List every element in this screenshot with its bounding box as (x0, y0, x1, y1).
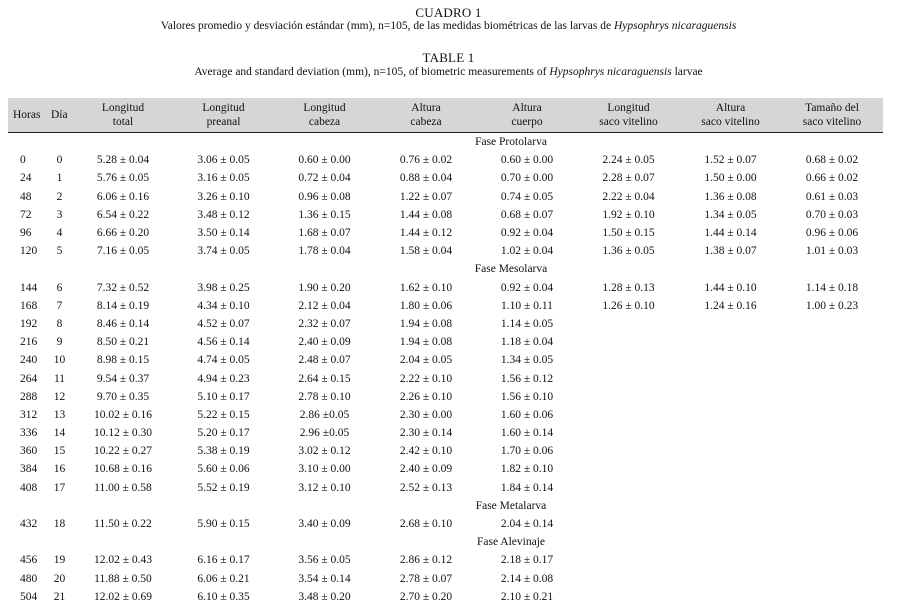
table-cell: 4 (56, 227, 63, 240)
table-cell (781, 551, 883, 569)
phase-label: Fase Protolarva (475, 136, 547, 149)
table-cell: 5.76 ± 0.05 (96, 172, 150, 185)
table-cell: 2.22 ± 0.10 (399, 372, 453, 385)
table-cell: 10.02 ± 0.16 (93, 408, 153, 421)
table-cell: 3.48 ± 0.12 (197, 208, 250, 221)
table-cell: 432 (20, 518, 38, 531)
table-cell (680, 315, 781, 333)
table-cell: 360 (20, 445, 38, 458)
table-cell: 3 (56, 208, 63, 221)
table-cell: 1.36 ± 0.05 (602, 245, 655, 258)
table-cell (781, 460, 883, 478)
table-cell: 4.56 ± 0.14 (197, 336, 250, 349)
table-cell (781, 515, 883, 533)
table-cell: 0.68 ± 0.07 (500, 208, 554, 221)
table-cell (680, 460, 781, 478)
header-altura-saco-vitelino: Altura saco vitelino (680, 98, 781, 133)
table-cell (577, 588, 680, 606)
table-cell (781, 442, 883, 460)
table-cell: 5.90 ± 0.15 (197, 518, 250, 531)
table-cell: 2.40 ± 0.09 (399, 463, 453, 476)
table-cell: 2.48 ± 0.07 (298, 354, 351, 367)
table-row (8, 424, 883, 442)
table-row (8, 279, 883, 297)
table-row (8, 206, 883, 224)
table-cell: 1.00 ± 0.23 (805, 299, 859, 312)
caption-en-species: Hypsophrys nicaraguensis (549, 66, 672, 78)
table-cell: 1.36 ± 0.08 (704, 190, 757, 203)
table-cell: 2.86 ± 0.12 (399, 554, 453, 567)
table-cell: 1.50 ± 0.15 (602, 227, 655, 240)
table-cell: 11 (53, 372, 66, 385)
table-cell: 2.52 ± 0.13 (399, 481, 453, 494)
table-cell: 9.54 ± 0.37 (96, 372, 150, 385)
table-cell: 384 (20, 463, 38, 476)
table-cell: 2.70 ± 0.20 (399, 590, 453, 603)
table-cell (680, 551, 781, 569)
table-cell: 0.92 ± 0.04 (500, 281, 554, 294)
table-cell: 1.52 ± 0.07 (704, 154, 757, 167)
table-cell: 1 (56, 172, 63, 185)
table-cell: 3.56 ± 0.05 (298, 554, 351, 567)
table-cell: 0.60 ± 0.00 (298, 154, 351, 167)
header-altura-cuerpo: Altura cuerpo (477, 98, 577, 133)
table-cell: 1.50 ± 0.00 (704, 172, 757, 185)
table-cell: 1.36 ± 0.15 (298, 208, 351, 221)
table-cell (781, 406, 883, 424)
table-cell: 6.10 ± 0.35 (197, 590, 250, 603)
table-cell (680, 333, 781, 351)
table-cell: 19 (53, 554, 66, 567)
table-cell: 2.86 ±0.05 (299, 408, 350, 421)
table-cell: 14 (53, 427, 66, 440)
table-cell: 4.74 ± 0.05 (197, 354, 250, 367)
table-cell: 1.58 ± 0.04 (399, 245, 453, 258)
table-cell: 0.66 ± 0.02 (805, 172, 859, 185)
table-cell: 3.50 ± 0.14 (197, 227, 250, 240)
table-cell: 2.12 ± 0.04 (298, 299, 351, 312)
biometric-table (8, 98, 883, 606)
table-cell (577, 515, 680, 533)
table-cell: 2.32 ± 0.07 (298, 317, 351, 330)
table-cell: 1.34 ± 0.05 (500, 354, 554, 367)
table-cell: 3.02 ± 0.12 (298, 445, 351, 458)
table-cell: 0.72 ± 0.04 (298, 172, 351, 185)
table-cell: 1.14 ± 0.05 (500, 317, 554, 330)
table-cell (781, 588, 883, 606)
table-cell: 7.16 ± 0.05 (96, 245, 150, 258)
table-cell: 1.14 ± 0.18 (805, 281, 859, 294)
table-cell: 2 (56, 190, 63, 203)
header-dia: Día (46, 98, 73, 133)
table-cell: 7.32 ± 0.52 (96, 281, 150, 294)
table-cell: 1.26 ± 0.10 (602, 299, 655, 312)
table-cell: 216 (20, 336, 38, 349)
table-row (8, 315, 883, 333)
table-cell: 6.06 ± 0.16 (96, 190, 150, 203)
table-cell: 1.44 ± 0.08 (399, 208, 453, 221)
table-cell: 504 (20, 590, 38, 603)
table-cell: 7 (56, 299, 63, 312)
table-cell (680, 406, 781, 424)
table-cell (577, 424, 680, 442)
table-cell: 2.78 ± 0.10 (298, 390, 351, 403)
table-cell: 1.02 ± 0.04 (500, 245, 554, 258)
table-cell: 1.92 ± 0.10 (602, 208, 655, 221)
table-cell: 120 (20, 245, 38, 258)
table-cell: 5.10 ± 0.17 (197, 390, 250, 403)
table-cell: 5.52 ± 0.19 (197, 481, 250, 494)
table-cell (577, 442, 680, 460)
table-cell: 3.16 ± 0.05 (197, 172, 250, 185)
table-cell: 1.38 ± 0.07 (704, 245, 757, 258)
table-cell: 9.70 ± 0.35 (96, 390, 150, 403)
table-cell: 6.54 ± 0.22 (96, 208, 150, 221)
table-label-en: TABLE 1 (422, 50, 475, 65)
table-cell: 1.94 ± 0.08 (399, 336, 453, 349)
table-cell: 312 (20, 408, 38, 421)
table-row (8, 224, 883, 242)
table-cell: 2.04 ± 0.05 (399, 354, 453, 367)
table-cell: 0.88 ± 0.04 (399, 172, 453, 185)
table-caption-es (0, 20, 897, 32)
table-cell (577, 333, 680, 351)
table-cell (680, 351, 781, 369)
table-cell: 240 (20, 354, 38, 367)
caption-es-text: Valores promedio y desviación estándar (mm), n=105, de las medidas biométricas de las larvas de (160, 20, 614, 32)
table-cell: 456 (20, 554, 38, 567)
table-cell: 3.74 ± 0.05 (197, 245, 250, 258)
table-row (8, 242, 883, 260)
table-cell: 2.18 ± 0.17 (500, 554, 554, 567)
caption-en-tail: larvae (671, 66, 703, 78)
table-row (8, 388, 883, 406)
phase-row (8, 497, 883, 515)
table-cell: 3.26 ± 0.10 (197, 190, 250, 203)
phase-label: Fase Alevinaje (476, 536, 546, 549)
table-cell: 1.24 ± 0.16 (704, 299, 757, 312)
phase-row (8, 533, 883, 551)
table-cell (577, 351, 680, 369)
table-cell: 6 (56, 281, 63, 294)
header-altura-cabeza: Altura cabeza (375, 98, 477, 133)
table-cell: 1.44 ± 0.14 (704, 227, 757, 240)
table-cell: 2.30 ± 0.14 (399, 427, 453, 440)
table-cell (781, 424, 883, 442)
table-cell: 4.34 ± 0.10 (197, 299, 250, 312)
table-cell: 2.04 ± 0.14 (500, 518, 554, 531)
table-cell (577, 460, 680, 478)
table-cell: 3.54 ± 0.14 (298, 572, 351, 585)
table-cell (680, 388, 781, 406)
table-cell: 2.30 ± 0.00 (399, 408, 453, 421)
header-longitud-cabeza: Longitud cabeza (274, 98, 375, 133)
table-cell (781, 388, 883, 406)
table-cell: 1.84 ± 0.14 (500, 481, 554, 494)
table-cell (680, 479, 781, 497)
table-cell (577, 406, 680, 424)
table-cell: 5 (56, 245, 63, 258)
header-longitud-total: Longitud total (73, 98, 173, 133)
table-cell: 6.16 ± 0.17 (197, 554, 250, 567)
table-cell: 288 (20, 390, 38, 403)
table-cell: 12.02 ± 0.43 (93, 554, 153, 567)
table-cell: 10.22 ± 0.27 (93, 445, 153, 458)
table-cell: 3.98 ± 0.25 (197, 281, 250, 294)
table-cell: 1.22 ± 0.07 (399, 190, 453, 203)
table-cell: 1.56 ± 0.12 (500, 372, 554, 385)
table-cell (577, 369, 680, 387)
table-cell: 13 (53, 408, 66, 421)
table-cell: 1.28 ± 0.13 (602, 281, 655, 294)
table-cell: 1.68 ± 0.07 (298, 227, 351, 240)
table-cell: 0.70 ± 0.03 (805, 208, 859, 221)
table-cell: 3.12 ± 0.10 (298, 481, 351, 494)
table-cell: 1.10 ± 0.11 (501, 299, 553, 312)
table-cell (680, 424, 781, 442)
table-cell: 15 (53, 445, 66, 458)
table-cell: 10.68 ± 0.16 (93, 463, 153, 476)
table-cell: 0.60 ± 0.00 (500, 154, 554, 167)
table-cell: 3.40 ± 0.09 (298, 518, 351, 531)
table-cell: 2.10 ± 0.21 (500, 590, 554, 603)
table-cell: 1.82 ± 0.10 (500, 463, 554, 476)
table-cell (680, 515, 781, 533)
table-cell: 8.14 ± 0.19 (96, 299, 150, 312)
table-row (8, 442, 883, 460)
header-longitud-saco-vitelino: Longitud saco vitelino (577, 98, 680, 133)
table-cell: 5.38 ± 0.19 (197, 445, 250, 458)
table-cell: 0.61 ± 0.03 (805, 190, 859, 203)
table-cell: 6.66 ± 0.20 (96, 227, 150, 240)
table-row (8, 570, 883, 588)
table-cell (781, 333, 883, 351)
table-cell (781, 369, 883, 387)
table-cell: 2.22 ± 0.04 (602, 190, 655, 203)
table-row (8, 151, 883, 169)
table-cell: 11.00 ± 0.58 (94, 481, 152, 494)
table-row (8, 515, 883, 533)
table-cell (781, 570, 883, 588)
table-cell: 10.12 ± 0.30 (93, 427, 153, 440)
table-cell (680, 570, 781, 588)
table-row (8, 369, 883, 387)
table-cell: 1.18 ± 0.04 (500, 336, 554, 349)
table-cell: 8.46 ± 0.14 (96, 317, 150, 330)
phase-label: Fase Metalarva (475, 499, 547, 512)
table-caption-en (0, 66, 897, 78)
table-cell: 0.92 ± 0.04 (500, 227, 554, 240)
table-cell: 5.20 ± 0.17 (197, 427, 250, 440)
table-cell: 12.02 ± 0.69 (93, 590, 153, 603)
table-cell: 0.70 ± 0.00 (500, 172, 554, 185)
table-cell: 12 (53, 390, 66, 403)
table-cell: 20 (53, 572, 66, 585)
table-row (8, 406, 883, 424)
table-cell: 2.24 ± 0.05 (602, 154, 655, 167)
table-cell: 336 (20, 427, 38, 440)
table-cell: 0.76 ± 0.02 (399, 154, 453, 167)
phase-row (8, 133, 883, 152)
table-row (8, 460, 883, 478)
table-cell: 1.94 ± 0.08 (399, 317, 453, 330)
table-cell: 1.78 ± 0.04 (298, 245, 351, 258)
table-cell: 8 (56, 317, 63, 330)
table-cell: 1.34 ± 0.05 (704, 208, 757, 221)
table-cell: 192 (20, 317, 38, 330)
table-cell: 1.44 ± 0.10 (704, 281, 757, 294)
table-cell: 16 (53, 463, 66, 476)
table-cell: 17 (53, 481, 66, 494)
table-cell: 2.96 ±0.05 (299, 427, 350, 440)
table-cell: 2.78 ± 0.07 (399, 572, 453, 585)
header-horas: Horas (8, 98, 46, 133)
table-row (8, 297, 883, 315)
table-cell: 2.64 ± 0.15 (298, 372, 351, 385)
table-cell: 1.56 ± 0.10 (500, 390, 554, 403)
table-cell: 1.62 ± 0.10 (399, 281, 453, 294)
table-cell (577, 479, 680, 497)
table-body (8, 133, 883, 606)
table-cell: 5.60 ± 0.06 (197, 463, 250, 476)
table-cell: 5.28 ± 0.04 (96, 154, 150, 167)
table-cell: 168 (20, 299, 38, 312)
table-cell: 2.14 ± 0.08 (500, 572, 554, 585)
table-cell: 2.42 ± 0.10 (399, 445, 453, 458)
caption-en-text: Average and standard deviation (mm), n=105, of biometric measurements of (194, 66, 550, 78)
table-cell: 11.50 ± 0.22 (94, 518, 152, 531)
phase-row (8, 260, 883, 278)
table-cell: 10 (53, 354, 66, 367)
table-cell: 0.96 ± 0.06 (805, 227, 859, 240)
table-cell (577, 570, 680, 588)
table-cell (781, 351, 883, 369)
table-cell: 0.96 ± 0.08 (298, 190, 351, 203)
header-tamano-saco-vitelino: Tamaño del saco vitelino (781, 98, 883, 133)
table-cell: 1.01 ± 0.03 (805, 245, 859, 258)
table-cell: 21 (53, 590, 66, 603)
table-cell: 3.48 ± 0.20 (298, 590, 351, 603)
table-row (8, 551, 883, 569)
table-row (8, 333, 883, 351)
table-row (8, 188, 883, 206)
table-cell: 480 (20, 572, 38, 585)
table-cell: 8.98 ± 0.15 (96, 354, 150, 367)
table-cell: 0 (56, 154, 63, 167)
table-cell: 11.88 ± 0.50 (94, 572, 152, 585)
table-row (8, 479, 883, 497)
table-cell: 3.10 ± 0.00 (298, 463, 351, 476)
table-cell: 2.40 ± 0.09 (298, 336, 351, 349)
table-header-row (8, 98, 883, 133)
table-cell: 96 (20, 227, 32, 240)
table-cell: 144 (20, 281, 38, 294)
table-cell: 408 (20, 481, 38, 494)
table-cell: 8.50 ± 0.21 (96, 336, 150, 349)
table-cell (577, 315, 680, 333)
table-cell (680, 442, 781, 460)
table-cell: 1.60 ± 0.06 (500, 408, 554, 421)
table-cell: 0 (20, 154, 26, 167)
table-cell: 72 (20, 208, 32, 221)
table-cell: 9 (56, 336, 63, 349)
table-cell: 264 (20, 372, 38, 385)
table-row (8, 588, 883, 606)
table-cell (577, 388, 680, 406)
table-cell: 2.68 ± 0.10 (399, 518, 453, 531)
caption-es-species: Hypsophrys nicaraguensis (613, 20, 737, 32)
table-cell: 1.44 ± 0.12 (399, 227, 453, 240)
table-cell: 1.70 ± 0.06 (500, 445, 554, 458)
table-cell: 1.90 ± 0.20 (298, 281, 351, 294)
table-cell (781, 479, 883, 497)
table-cell (680, 588, 781, 606)
table-cell: 48 (20, 190, 32, 203)
table-cell: 6.06 ± 0.21 (197, 572, 250, 585)
table-cell: 3.06 ± 0.05 (197, 154, 250, 167)
table-cell: 2.28 ± 0.07 (602, 172, 655, 185)
table-cell: 5.22 ± 0.15 (197, 408, 250, 421)
header-longitud-preanal: Longitud preanal (173, 98, 274, 133)
table-cell: 2.26 ± 0.10 (399, 390, 453, 403)
phase-label: Fase Mesolarva (474, 263, 548, 276)
table-cell: 24 (20, 172, 32, 185)
table-cell (680, 369, 781, 387)
table-cell: 0.74 ± 0.05 (500, 190, 554, 203)
table-cell: 0.68 ± 0.02 (805, 154, 859, 167)
table-cell: 18 (53, 518, 66, 531)
table-cell: 4.52 ± 0.07 (197, 317, 250, 330)
table-row (8, 169, 883, 187)
table-cell: 4.94 ± 0.23 (197, 372, 250, 385)
table-cell (781, 315, 883, 333)
table-cell: 1.80 ± 0.06 (399, 299, 453, 312)
table-cell: 1.60 ± 0.14 (500, 427, 554, 440)
table-row (8, 351, 883, 369)
table-cell (577, 551, 680, 569)
table-label-es: CUADRO 1 (415, 5, 482, 20)
